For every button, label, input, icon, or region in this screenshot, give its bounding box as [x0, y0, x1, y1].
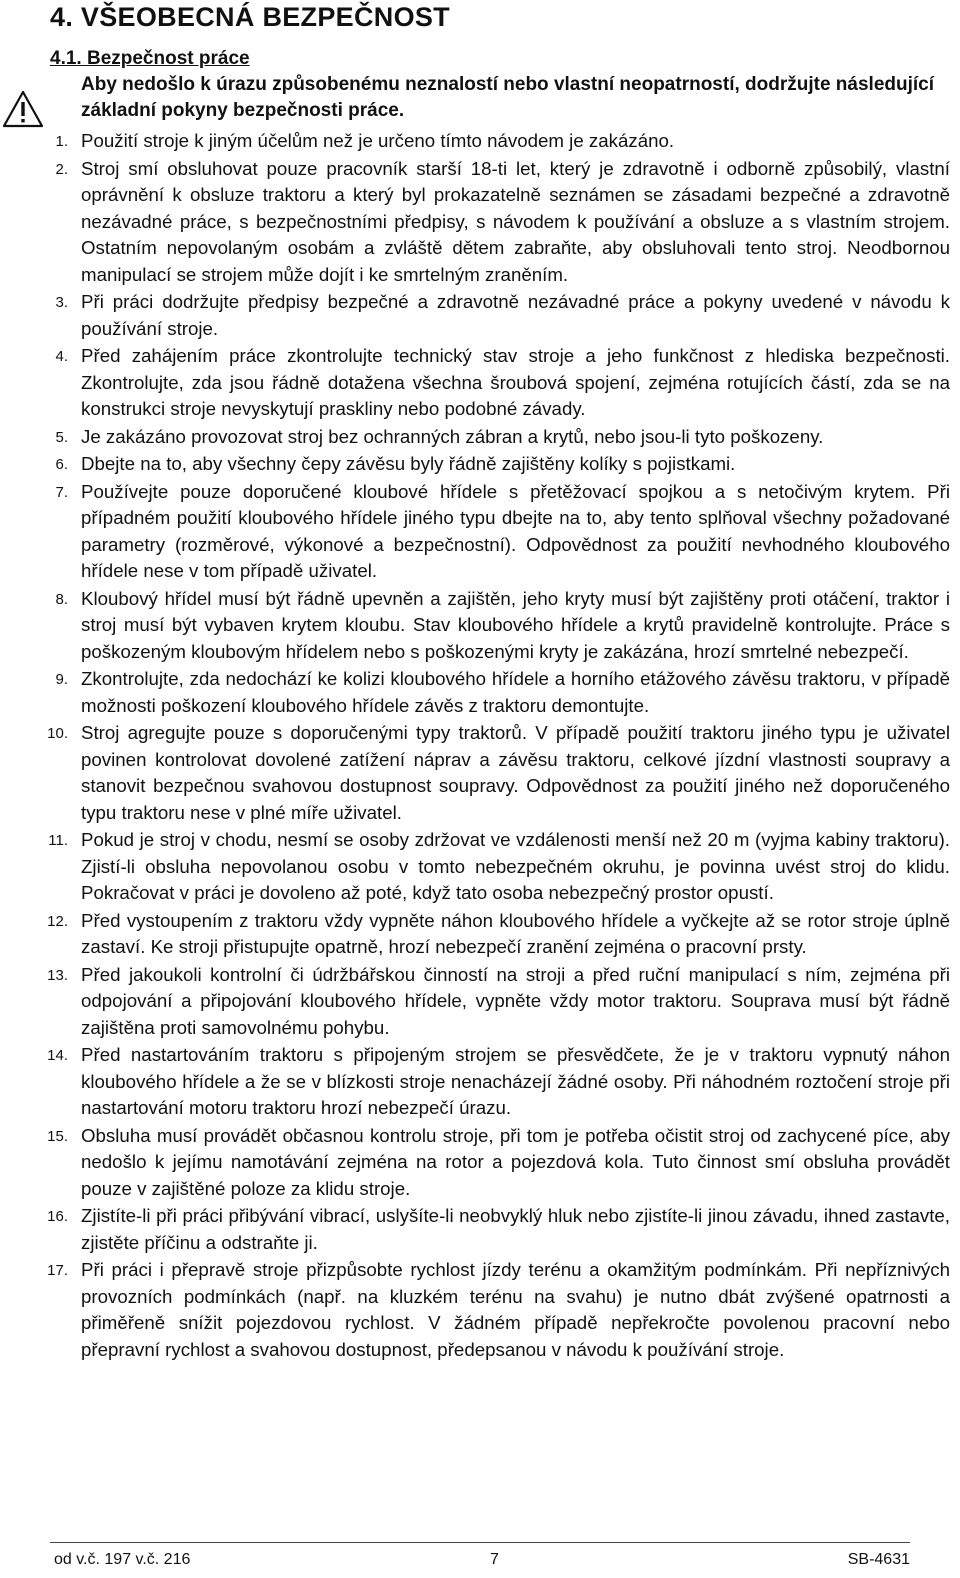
list-item	[40, 128, 950, 155]
list-item-number: 15.	[47, 1127, 68, 1145]
list-item	[40, 451, 950, 478]
list-item	[40, 479, 950, 585]
list-item-number: 6.	[55, 456, 68, 473]
list-item-number: 9.	[55, 671, 68, 688]
footer-page-number: 7	[490, 1551, 499, 1568]
list-item-text: Před nastartováním traktoru s připojeným strojem se přesvědčete, že je v traktoru vypnutý náhon kloubového hřídele a že se v blízkosti stroje nenacházejí žádné osoby. Při náhodném roztočení stroje při nastartování motoru traktoru hrozí nebezpečí úrazu.	[81, 1044, 950, 1118]
intro-text: Aby nedošlo k úrazu způsobenému neznalostí nebo vlastní neopatrností, dodržujte následující základní pokyny bezpečnosti práce.	[81, 74, 934, 121]
list-item-number: 1.	[55, 133, 68, 150]
list-item-number: 7.	[55, 483, 68, 501]
list-item	[40, 908, 950, 961]
list-item-text: Při práci i přepravě stroje přizpůsobte rychlost jízdy terénu a okamžitým podmínkám. Při nepříznivých provozních podmínkách (např. na kluzkém terénu na svahu) je nutno dbát zvýšené opatrnosti a přiměřeně snížit pojezdovou rychlost. V žádném případě nepřekročte povolenou pracovní nebo přepravní rychlost a svahovou dostupnost, předepsanou v návodu k používání stroje.	[81, 1259, 950, 1360]
list-item-number: 10.	[47, 725, 68, 742]
footer-divider	[50, 1542, 910, 1543]
list-item-number: 13.	[47, 966, 68, 984]
list-item-text: Stroj agregujte pouze s doporučenými typy traktorů. V případě použití traktoru jiného typu je uživatel povinen kontrolovat dovolené zatížení náprav a závěsu traktoru, celkové jízdní vlastnosti soupravy a stanovit bezpečnou svahovou dostupnost soupravy. Odpovědnost za použití jiného než doporučeného typu traktoru nese v plné míře uživatel.	[81, 722, 950, 823]
list-item-number: 14.	[47, 1047, 68, 1064]
list-item-text: Zjistíte-li při práci přibývání vibrací, uslyšíte-li neobvyklý hluk nebo zjistíte-li jinou závadu, ihned zastavte, zjistěte příčinu a odstraňte ji.	[81, 1205, 950, 1253]
list-item-number: 11.	[48, 832, 68, 849]
section-heading: 4.1. Bezpečnost práce	[50, 48, 250, 69]
list-item	[40, 343, 950, 423]
safety-rules-list	[40, 128, 950, 1364]
list-item	[40, 586, 950, 666]
list-item-number: 17.	[47, 1262, 68, 1279]
list-item	[40, 289, 950, 342]
list-item-text: Dbejte na to, aby všechny čepy závěsu byly řádně zajištěny kolíky s pojistkami.	[81, 453, 736, 474]
list-item-text: Před zahájením práce zkontrolujte technický stav stroje a jeho funkčnost z hlediska bezpečnosti. Zkontrolujte, zda jsou řádně dotažena všechna šroubová spojení, zejména rotujících částí, zda se na konstrukci stroje nevyskytují praskliny nebo podobné závady.	[81, 345, 950, 419]
list-item	[40, 1257, 950, 1363]
list-item-text: Použití stroje k jiným účelům než je určeno tímto návodem je zakázáno.	[81, 130, 675, 151]
page-heading: 4. VŠEOBECNÁ BEZPEČNOST	[50, 2, 450, 32]
list-item	[40, 1203, 950, 1256]
list-item	[40, 424, 950, 451]
list-item-text: Kloubový hřídel musí být řádně upevněn a zajištěn, jeho kryty musí být zajištěny proti otáčení, traktor i stroj musí být vybaven krytem kloubu. Stav kloubového hřídele a krytů pravidelně kontrolujte. Práce s poškozeným kloubovým hřídelem nebo s poškozenými kryty je zakázána, hrozí smrtelné nebezpečí.	[81, 587, 950, 662]
list-item-text: Před vystoupením z traktoru vždy vypněte náhon kloubového hřídele a vyčkejte až se rotor stroje úplně zastaví. Ke stroji přistupujte opatrně, hrozí nebezpečí zranění zejména o pracovní prsty.	[81, 909, 950, 957]
list-item-text: Pokud je stroj v chodu, nesmí se osoby zdržovat ve vzdálenosti menší než 20 m (vyjma kabiny traktoru). Zjistí-li obsluha nepovolanou osobu v tomto nebezpečném okruhu, je povinna uvést stroj do klidu. Pokračovat v práci je dovoleno až poté, když tato osoba nebezpečný prostor opustí.	[81, 829, 950, 903]
list-item-number: 16.	[47, 1208, 68, 1225]
list-item-text: Obsluha musí provádět občasnou kontrolu stroje, při tom je potřeba očistit stroj od zachycené píce, aby nedošlo k jejímu namotávání zejména na rotor a pojezdová kola. Tuto činnost smí obsluha provádět pouze v zajištěné poloze za klidu stroje.	[81, 1124, 950, 1199]
list-item	[40, 1123, 950, 1203]
list-item	[40, 962, 950, 1042]
list-item	[40, 827, 950, 907]
list-item	[40, 156, 950, 289]
list-item-text: Před jakoukoli kontrolní či údržbářskou činností na stroji a před ruční manipulací s ním, zejména při odpojování a připojování kloubového hřídele, vypněte vždy motor traktoru. Souprava musí být řádně zajištěna proti samovolnému pohybu.	[81, 963, 950, 1038]
list-item-text: Při práci dodržujte předpisy bezpečné a zdravotně nezávadné práce a pokyny uvedené v návodu k používání stroje.	[81, 291, 950, 339]
list-item-text: Používejte pouze doporučené kloubové hřídele s přetěžovací spojkou a s netočivým krytem. Při případném použití kloubového hřídele jiného typu dbejte na to, aby tento splňoval všechny požadované parametry (rozměrové, výkonové a bezpečnostní). Odpovědnost za použití nevhodného kloubového hřídele nese v tom případě uživatel.	[81, 480, 950, 581]
list-item-number: 3.	[55, 294, 68, 311]
list-item-number: 8.	[55, 590, 68, 608]
list-item	[40, 1042, 950, 1122]
list-item	[40, 720, 950, 826]
list-item-number: 5.	[55, 428, 68, 446]
list-item-text: Zkontrolujte, zda nedochází ke kolizi kloubového hřídele a horního etážového závěsu traktoru, v případě možnosti poškození kloubového hřídele závěs z traktoru demontujte.	[81, 668, 950, 716]
footer-model-code: SB-4631	[847, 1551, 910, 1568]
list-item-number: 12.	[47, 912, 68, 930]
list-item-text: Je zakázáno provozovat stroj bez ochranných zábran a krytů, nebo jsou-li tyto poškozeny.	[81, 425, 824, 447]
warning-triangle-icon	[2, 90, 44, 128]
list-item-text: Stroj smí obsluhovat pouze pracovník starší 18-ti let, který je zdravotně i odborně způsobilý, vlastní oprávnění k obsluze traktoru a který byl prokazatelně seznámen se zásadami bezpečné a zdravotně nezávadné práce, s bezpečnostními předpisy, s návodem k používání a obsluze a s vlastním strojem. Ostatním nepovolaným osobám a zvláště dětem zabraňte, aby obsluhovali tento stroj. Neodbornou manipulací se strojem může dojít i ke smrtelným zraněním.	[81, 157, 950, 285]
list-item-number: 4.	[55, 348, 68, 365]
list-item-number: 2.	[55, 160, 68, 178]
footer-serial-range: od v.č. 197 v.č. 216	[54, 1551, 191, 1568]
list-item	[40, 666, 950, 719]
